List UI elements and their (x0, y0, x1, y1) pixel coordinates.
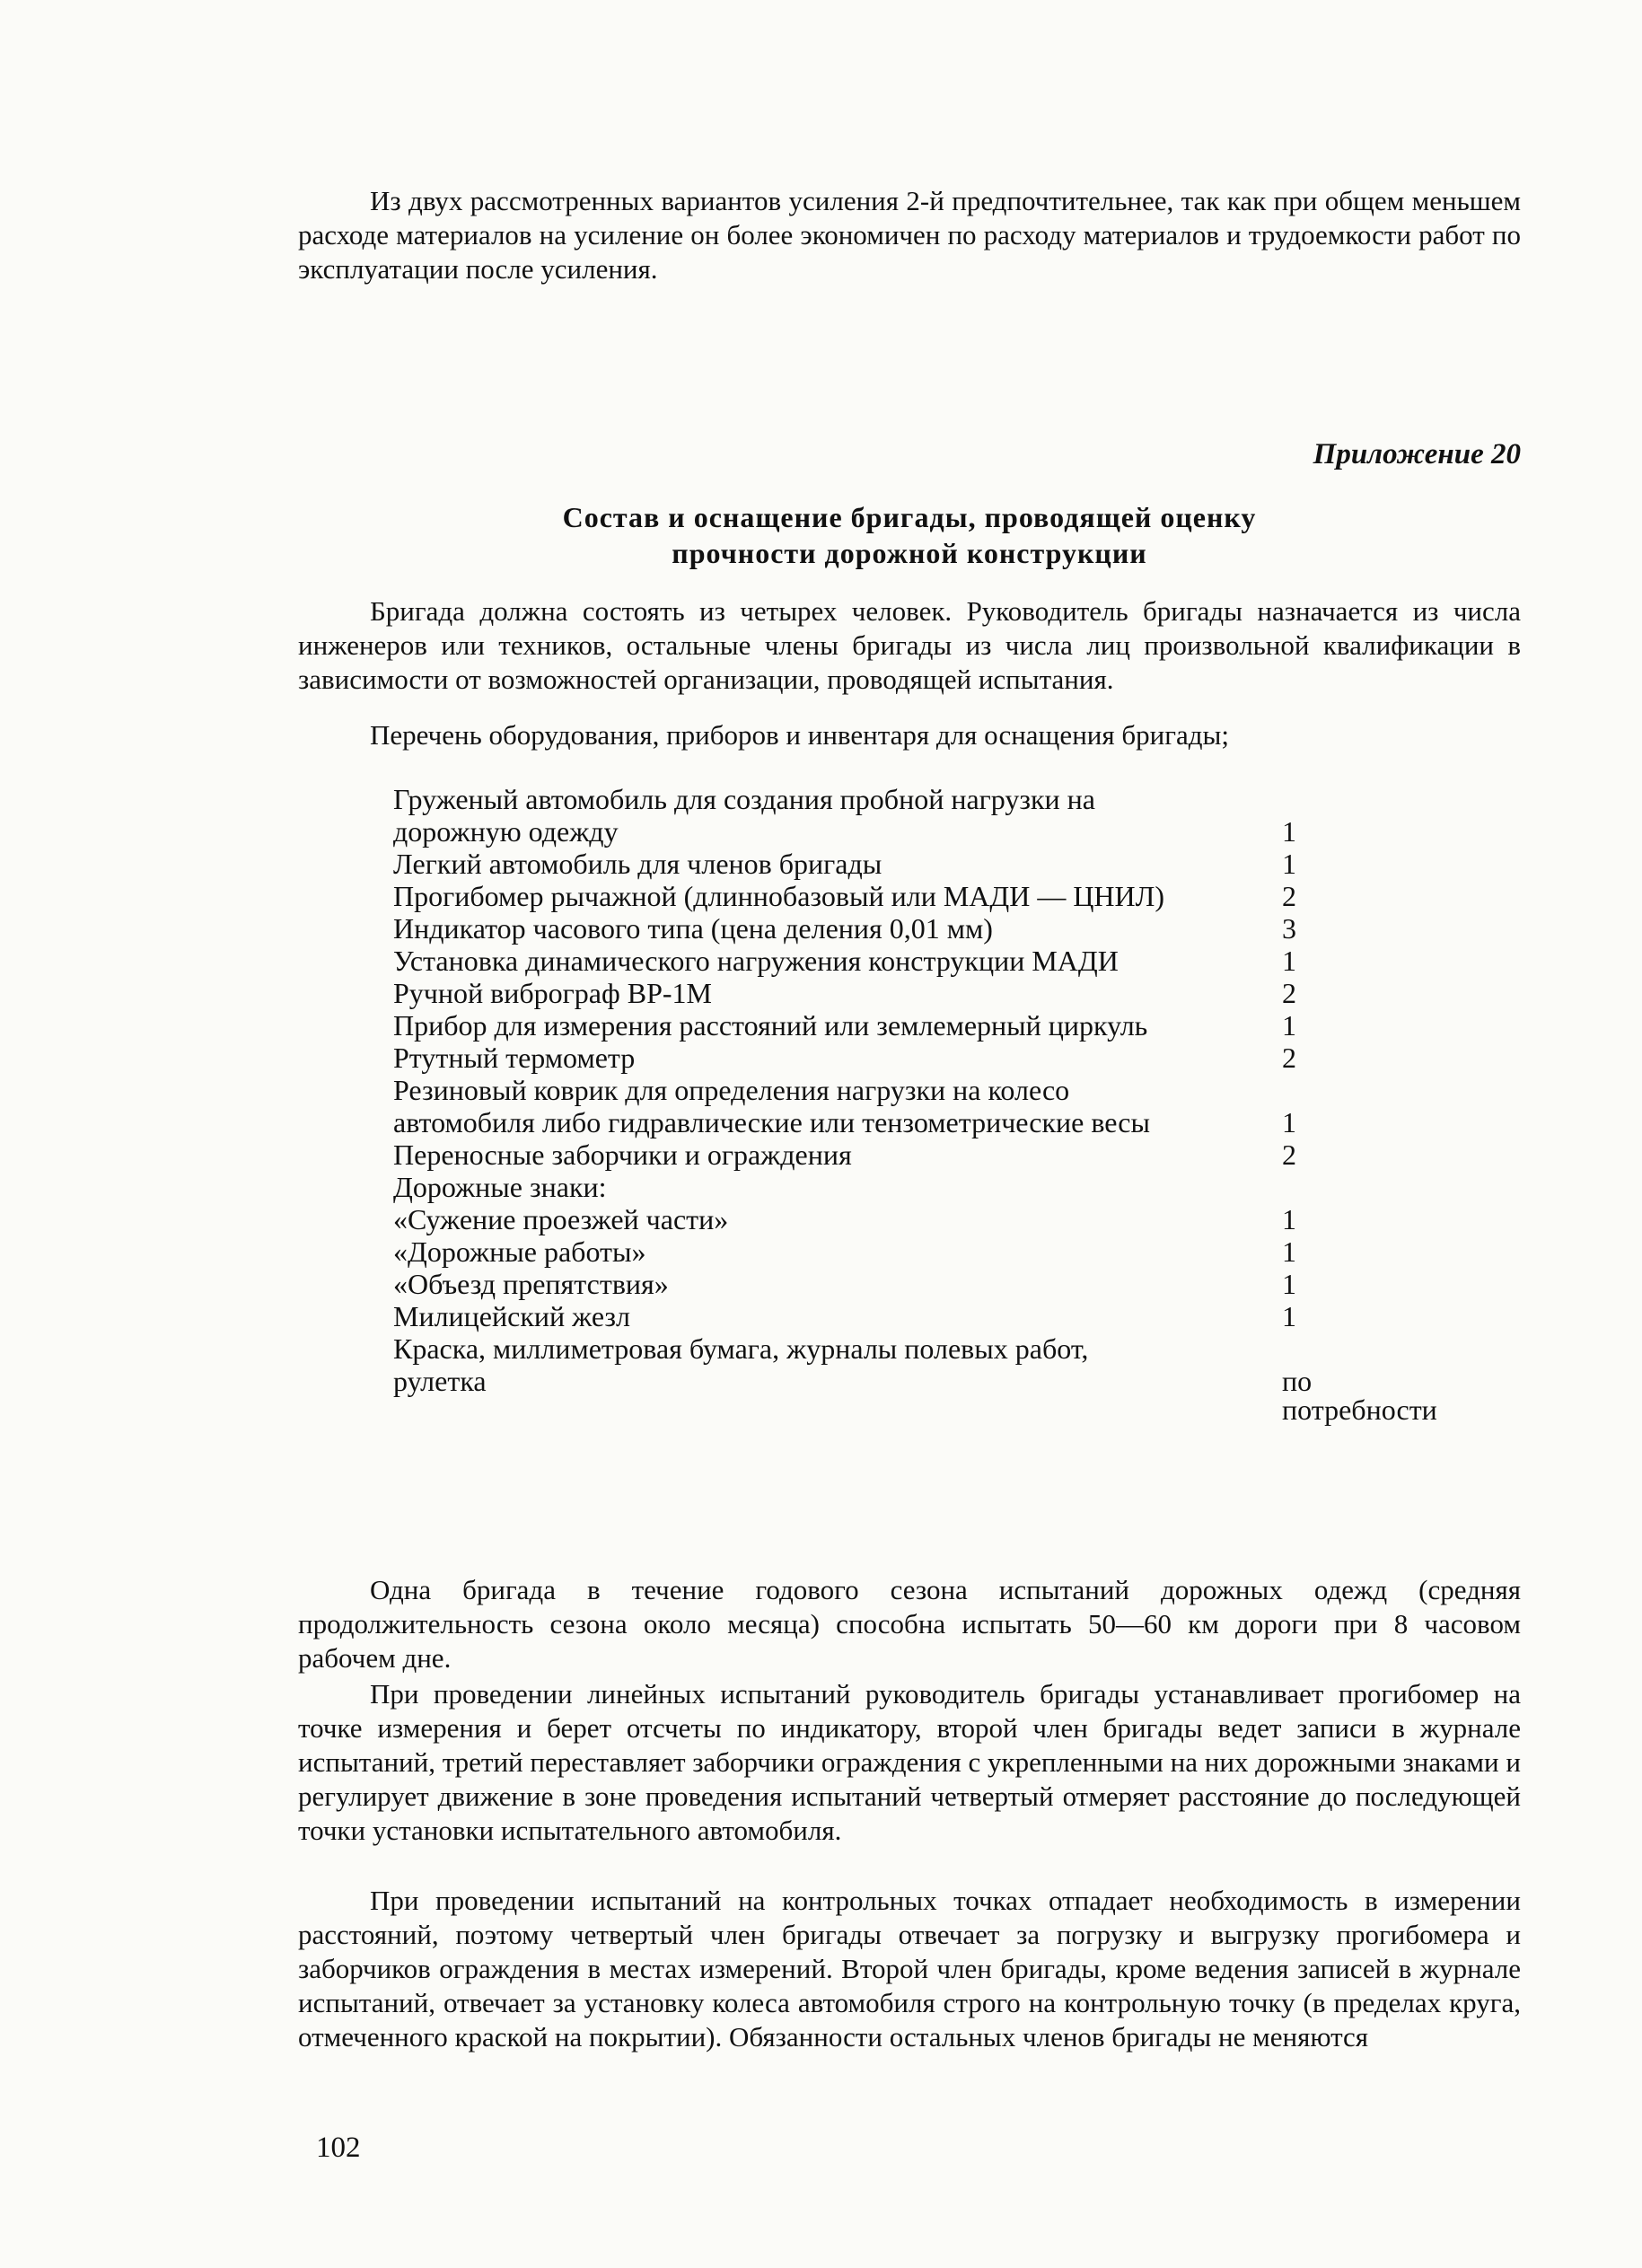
equipment-qty: по потребности (1282, 1365, 1437, 1426)
equipment-item (393, 1332, 1437, 1426)
equipment-qty: 2 (1282, 977, 1296, 1009)
equipment-item (393, 848, 1435, 880)
season-paragraph: Одна бригада в течение годового сезона испытаний дорожных одежд (средняя продолжительность сезона около месяца) способна испытать 50—60 км дороги при 8 часовом рабочем дне. (298, 1574, 1521, 1674)
equipment-qty: 1 (1282, 945, 1296, 977)
equipment-item (393, 1074, 1435, 1138)
equipment-qty: 1 (1282, 1235, 1296, 1268)
equipment-item (393, 880, 1435, 912)
equipment-name: «Объезд препятствия» (393, 1268, 669, 1300)
equipment-qty: 1 (1282, 848, 1296, 880)
equipment-qty: 2 (1282, 880, 1296, 912)
equipment-qty: 1 (1282, 1009, 1296, 1042)
equipment-qty: 1 (1282, 1268, 1296, 1300)
equipment-item (393, 783, 1435, 848)
equipment-item (393, 1300, 1435, 1332)
equipment-name: Установка динамического нагружения конструкции МАДИ (393, 945, 1119, 977)
equipment-name: Прибор для измерения расстояний или землемерный циркуль (393, 1009, 1148, 1042)
equipment-name: Резиновый коврик для определения нагрузки на колесо автомобиля либо гидравлические или тензометрические весы (393, 1074, 1150, 1138)
equipment-name: Прогибомер рычажной (длиннобазовый или МАДИ — ЦНИЛ) (393, 880, 1164, 912)
equipment-qty: 2 (1282, 1042, 1296, 1074)
equipment-item (393, 1042, 1435, 1074)
equipment-qty: 1 (1282, 1106, 1296, 1138)
equipment-qty: 2 (1282, 1138, 1296, 1171)
equipment-name: Ртутный термометр (393, 1042, 636, 1074)
equipment-item (393, 1203, 1435, 1235)
control-points-paragraph: При проведении испытаний на контрольных точках отпадает необходимость в измерении расстояний, поэтому четвертый член бригады отвечает за погрузку и выгрузку прогибомера и заборчиков ограждения в местах измерений. Второй член бригады, кроме ведения записей в журнале испытаний, отвечает за установку колеса автомобиля строго на контрольную точку (в пределах круга, отмеченного краской на покрытии). Обязанности остальных членов бригады не меняются (298, 1885, 1521, 2053)
equipment-qty: 3 (1282, 912, 1296, 945)
equipment-item (393, 1009, 1435, 1042)
equipment-name: Милицейский жезл (393, 1300, 631, 1332)
equipment-item (393, 977, 1435, 1009)
equipment-list (393, 783, 1437, 1426)
list-intro-paragraph: Перечень оборудования, приборов и инвентаря для оснащения бригады; (370, 719, 1229, 751)
section-title-line2: прочности дорожной конструкции (672, 537, 1147, 569)
appendix-label: Приложение 20 (1313, 438, 1521, 470)
equipment-qty: 1 (1282, 1300, 1296, 1332)
equipment-qty: 1 (1282, 1203, 1296, 1235)
equipment-name: Дорожные знаки: (393, 1171, 607, 1203)
equipment-item (393, 1235, 1435, 1268)
equipment-name: «Дорожные работы» (393, 1235, 646, 1268)
equipment-name: Переносные заборчики и ограждения (393, 1138, 852, 1171)
page-number: 102 (316, 2132, 361, 2164)
equipment-name: Краска, миллиметровая бумага, журналы полевых работ, рулетка (393, 1332, 1089, 1397)
equipment-item (393, 1171, 1435, 1203)
equipment-name: Индикатор часового типа (цена деления 0,01 мм) (393, 912, 993, 945)
equipment-item (393, 945, 1435, 977)
section-title-line1: Состав и оснащение бригады, проводящей оценку (562, 501, 1257, 533)
equipment-qty: 1 (1282, 815, 1296, 848)
equipment-item (393, 1268, 1435, 1300)
linear-tests-paragraph: При проведении линейных испытаний руководитель бригады устанавливает прогибомер на точке измерения и берет отсчеты по индикатору, второй член бригады ведет записи в журнале испытаний, третий переставляет заборчики ограждения с укрепленными на них дорожными знаками и регулирует движение в зоне проведения испытаний четвертый отмеряет расстояние до последующей точки установки испытательного автомобиля. (298, 1678, 1521, 1846)
equipment-name: Легкий автомобиль для членов бригады (393, 848, 882, 880)
team-paragraph: Бригада должна состоять из четырех человек. Руководитель бригады назначается из числа инженеров или техников, остальные члены бригады из числа лиц произвольной квалификации в зависимости от возможностей организации, проводящей испытания. (298, 595, 1521, 695)
equipment-item (393, 912, 1435, 945)
section-title (298, 499, 1521, 571)
equipment-name: Ручной виброграф ВР-1М (393, 977, 712, 1009)
equipment-name: Груженый автомобиль для создания пробной нагрузки на дорожную одежду (393, 783, 1095, 848)
equipment-name: «Сужение проезжей части» (393, 1203, 729, 1235)
intro-paragraph: Из двух рассмотренных вариантов усиления 2-й предпочтительнее, так как при общем меньшем расходе материалов на усиление он более экономичен по расходу материалов и трудоемкости работ по эксплуатации после усиления. (298, 185, 1521, 285)
equipment-item (393, 1138, 1435, 1171)
